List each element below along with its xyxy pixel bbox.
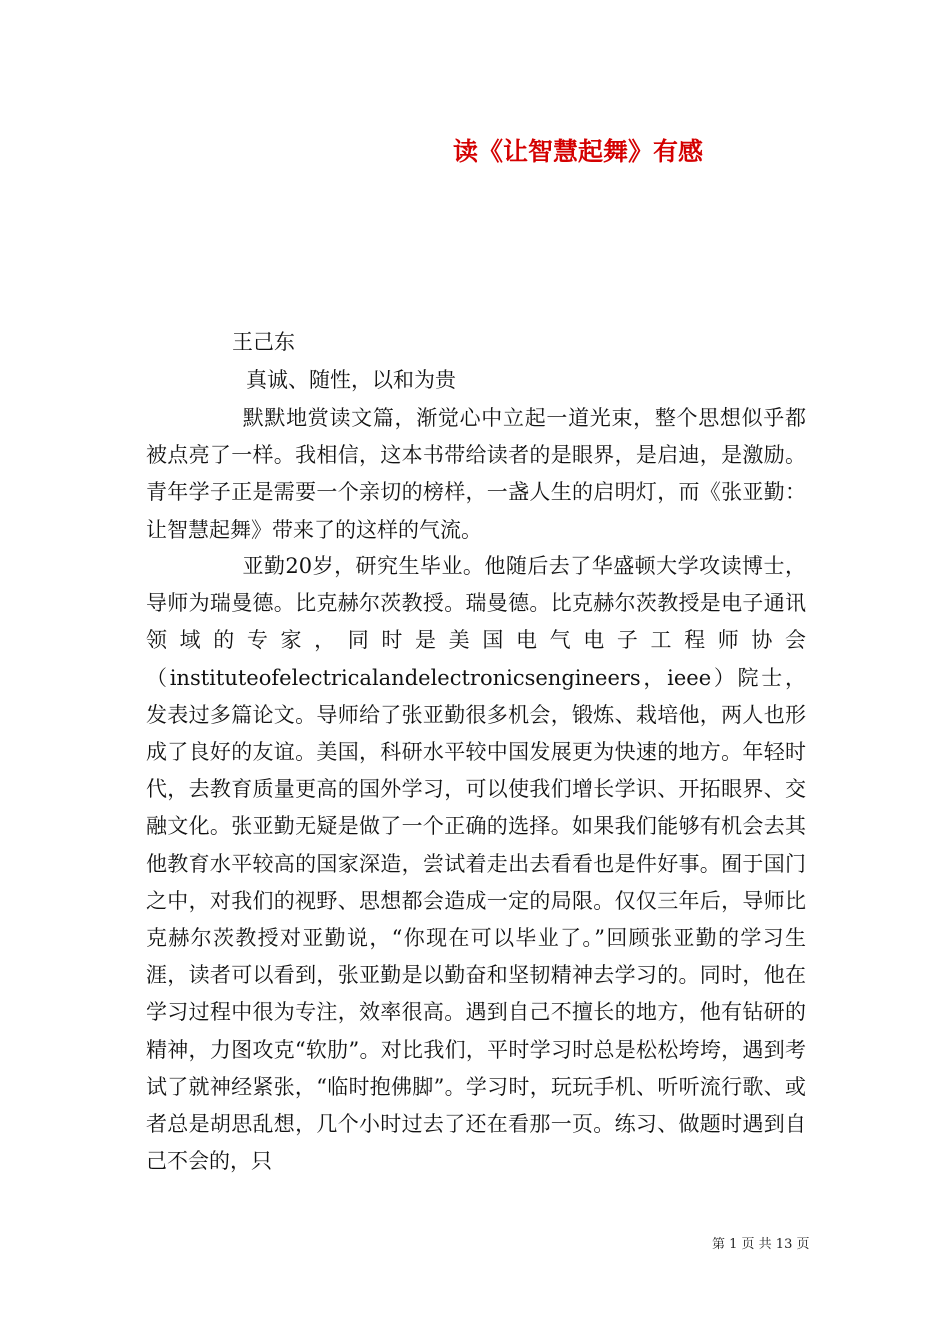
document-title: 读《让智慧起舞》有感 bbox=[452, 137, 703, 166]
author-name: 王己东 bbox=[232, 330, 295, 354]
paragraph-2 bbox=[146, 548, 806, 1180]
paragraph-1-text: 默默地赏读文篇，渐觉心中立起一道光束，整个思想似乎都被点亮了一样。我相信，这本书带给读者的是眼界，是启迪，是激励。青年学子正是需要一个亲切的榜样，一盏人生的启明灯，而《张亚勤：让智慧起舞》带来了的这样的气流。 bbox=[146, 406, 806, 542]
page-number-footer: 第 1 页 共 13 页 bbox=[712, 1237, 810, 1252]
document-subtitle: 真诚、随性，以和为贵 bbox=[246, 368, 456, 392]
paragraph-2-text: 亚勤20岁，研究生毕业。他随后去了华盛顿大学攻读博士，导师为瑞曼德。比克赫尔茨教授。瑞曼德。比克赫尔茨教授是电子通讯领域的专家，同时是美国电气电子工程师协会（instituteofelectricalandelectronicsengineers，ieee）院士，发表过多篇论文。导师给了张亚勤很多机会，锻炼、栽培他，两人也形成了良好的友谊。美国，科研水平较中国发展更为快速的地方。年轻时代，去教育质量更高的国外学习，可以使我们增长学识、开拓眼界、交融文化。张亚勤无疑是做了一个正确的选择。如果我们能够有机会去其他教育水平较高的国家深造，尝试着走出去看看也是件好事。囿于国门之中，对我们的视野、思想都会造成一定的局限。仅仅三年后，导师比克赫尔茨教授对亚勤说，“你现在可以毕业了。”回顾张亚勤的学习生涯，读者可以看到，张亚勤是以勤奋和坚韧精神去学习的。同时，他在学习过程中很为专注，效率很高。遇到自己不擅长的地方，他有钻研的精神，力图攻克“软肋”。对比我们，平时学习时总是松松垮垮，遇到考试了就神经紧张，“临时抱佛脚”。学习时，玩玩手机、听听流行歌、或者总是胡思乱想，几个小时过去了还在看那一页。练习、做题时遇到自己不会的，只 bbox=[146, 554, 806, 1174]
paragraph-1 bbox=[146, 400, 806, 549]
